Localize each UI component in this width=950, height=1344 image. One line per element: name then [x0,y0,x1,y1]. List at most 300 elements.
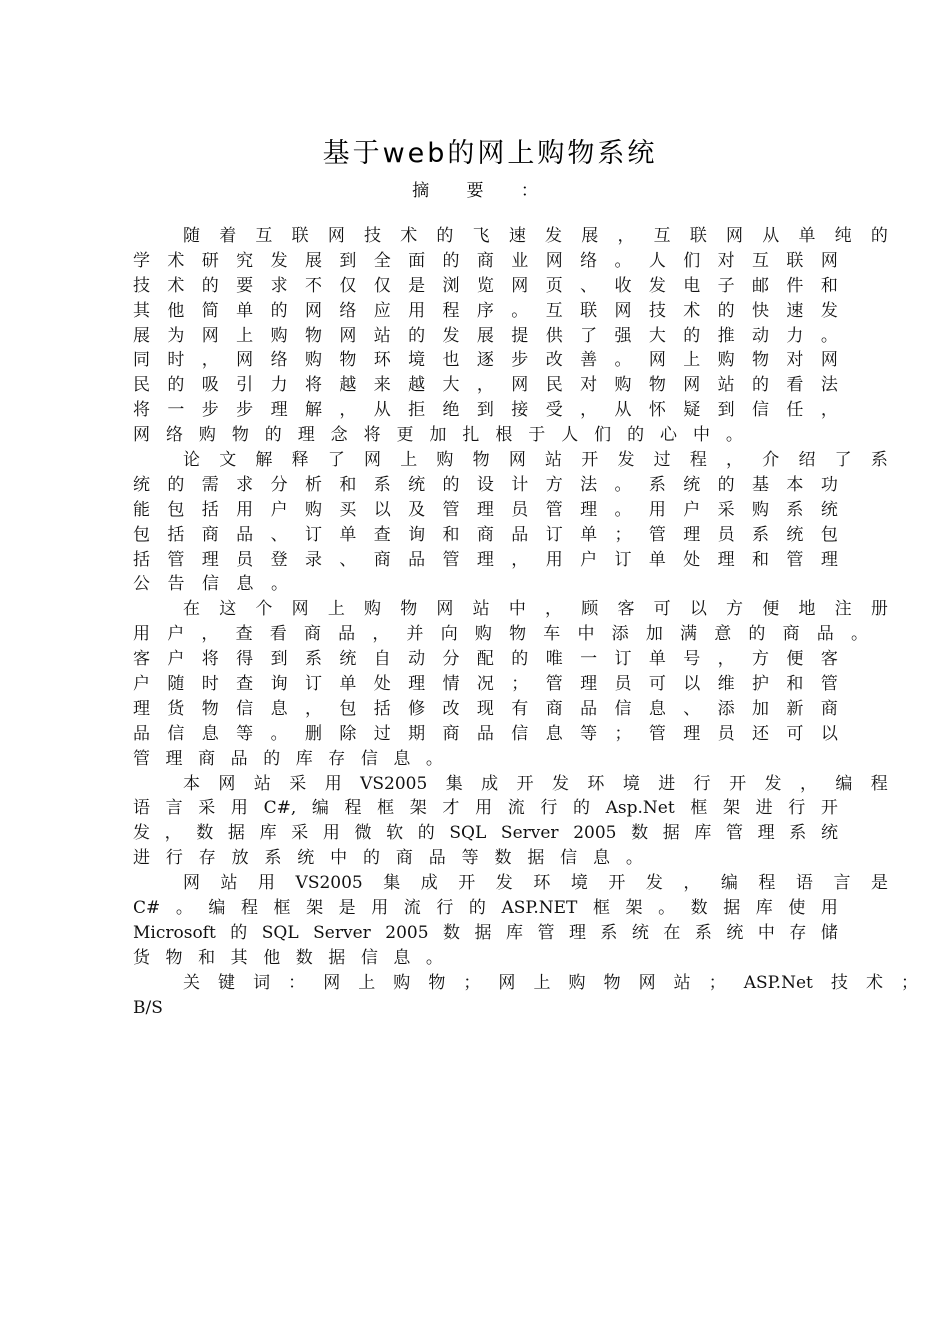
text-token: 时 [201,674,219,695]
text-token: 是 [408,275,426,296]
text-token: 息 [270,698,288,719]
text-token: 物 [603,972,621,993]
text-token: 对 [580,375,598,396]
text-token: 括 [133,549,150,570]
text-token: 推 [717,325,735,346]
text-token: 本 [183,773,200,794]
text-token: 使 [788,898,806,919]
text-token: 网 [638,972,656,993]
text-token: 成 [481,773,499,794]
text-token: 、 [580,275,598,296]
text-token: 订 [614,649,632,670]
text-token: 询 [270,674,288,695]
text-token: 。 [614,499,632,520]
text-token: 中 [692,425,710,446]
text-token: 购 [304,499,322,520]
text-token: 顾 [581,599,599,620]
text-token: 其 [230,947,248,968]
text-token: 。 [425,748,443,769]
text-token: 单 [236,300,254,321]
text-token: 词 [253,972,271,993]
text-token: 满 [680,624,697,645]
text-token: 统 [631,922,649,943]
text-token: 人 [561,425,579,446]
text-token: 术 [167,275,185,296]
text-token: 接 [511,400,529,421]
text-token: 微 [354,823,372,844]
text-token: 来 [373,375,391,396]
text-token: 过 [653,450,671,471]
text-token: 货 [133,947,150,968]
text-token: 了 [580,325,598,346]
text-token: ； [463,972,481,993]
text-token: 解 [255,450,273,471]
text-token: 管 [726,823,744,844]
text-token: Microsoft [133,922,216,943]
text-token: 情 [442,674,460,695]
text-token: 程 [344,798,362,819]
text-token: 仅 [373,275,391,296]
text-token: 采 [198,798,216,819]
text-token: 发 [617,450,635,471]
text-token: 。 [271,574,288,595]
text-token: 发 [764,773,782,794]
text-token: 一 [580,649,598,670]
text-token: 户 [683,499,701,520]
text-line [133,871,888,896]
text-token: 任 [786,400,804,421]
text-token: 商 [303,624,321,645]
text-token: 其 [133,300,150,321]
text-token: 和 [752,549,770,570]
text-token: 据 [474,922,492,943]
text-token: 力 [786,325,804,346]
text-token: 联 [291,226,309,246]
text-token: 个 [255,599,273,620]
text-token: 步 [201,400,219,421]
text-token: 的 [263,748,281,769]
text-token: 期 [408,723,426,744]
text-token: 学 [133,250,150,271]
text-token: 强 [614,325,632,346]
text-token: 新 [786,698,804,719]
text-token: 和 [198,947,216,968]
text-token: 统 [726,922,744,943]
text-token: 民 [133,375,150,396]
text-token: 网 [726,226,744,246]
text-token: 网 [614,300,632,321]
text-token: ， [617,226,635,246]
text-token: 商 [476,524,494,545]
text-token: 商 [820,698,838,719]
text-token: 有 [511,698,529,719]
text-token: 越 [408,375,426,396]
text-token: 他 [167,300,185,321]
text-token: 系 [600,922,618,943]
text-token: 一 [167,400,185,421]
text-token: 采 [289,773,307,794]
text-token: 的 [167,375,185,396]
text-token: 货 [167,698,185,719]
text-token: 商 [545,698,563,719]
text-token: 了 [327,450,345,471]
text-token: 购 [752,499,770,520]
text-token: 站 [717,375,735,396]
text-token: 员 [511,499,529,520]
text-token: 流 [403,898,421,919]
text-token: 品 [428,848,446,869]
text-token: 单 [580,524,598,545]
text-token: 中 [508,599,526,620]
text-token: 的 [717,300,735,321]
text-token: 念 [330,425,348,446]
text-token: 的 [201,275,219,296]
text-token: 发 [551,773,569,794]
text-token: 购 [304,350,322,371]
text-token: 商 [782,624,800,645]
text-token: 物 [648,375,666,396]
text-token: 技 [648,300,666,321]
text-token: 站 [472,599,490,620]
text-token: 品 [236,524,254,545]
text-token: 开 [729,773,747,794]
text-token: 存 [789,922,807,943]
text-token: 发 [645,873,663,894]
text-token: 框 [377,798,395,819]
text-token: 术 [167,250,185,271]
text-token: 纯 [834,226,852,246]
text-token: 系 [648,474,666,495]
text-token: 户 [580,549,598,570]
text-token: 商 [395,848,413,869]
text-token: 开 [820,798,838,819]
text-token: 信 [560,848,578,869]
text-line [133,473,838,498]
text-token: 本 [786,474,804,495]
text-token: 以 [373,499,391,520]
text-token: 步 [511,350,529,371]
text-token: 联 [786,250,804,271]
text-token: 行 [436,898,454,919]
text-token: 便 [762,599,780,620]
text-token: 单 [648,649,666,670]
text-token: 、 [339,549,357,570]
text-token: 的 [683,325,701,346]
text-token: 物 [400,599,418,620]
text-token: 括 [373,698,391,719]
text-token: 是 [338,898,356,919]
text-token: ， [164,823,182,844]
text-line [133,672,838,697]
text-token: 修 [408,698,426,719]
text-token: 地 [798,599,816,620]
text-token: 库 [505,922,523,943]
text-token: ； [900,972,918,993]
text-token: 库 [694,823,712,844]
text-token: 浏 [442,275,460,296]
text-token: 等 [580,723,598,744]
text-token: 理 [683,723,701,744]
text-token: 互 [255,226,273,246]
text-line [133,946,443,971]
text-token: 信 [167,723,185,744]
text-token: 架 [409,798,427,819]
text-token: 购 [198,425,216,446]
text-token: 管 [648,524,666,545]
text-token: 要 [236,275,254,296]
text-token: 购 [568,972,586,993]
text-token: 订 [304,674,322,695]
abstract-heading: 摘 要 ： [412,181,554,201]
text-token: 、 [683,698,701,719]
text-token: 、 [270,524,288,545]
text-token: 2005 [385,922,429,943]
text-line [133,423,743,448]
text-token: 行 [540,798,558,819]
text-token: 物 [752,350,770,371]
text-token: 用 [230,798,248,819]
text-token: 管 [648,723,666,744]
text-token: 不 [304,275,322,296]
text-token: 系 [789,823,807,844]
text-token: 处 [373,674,391,695]
text-token: 介 [762,450,780,471]
text-token: 的 [748,624,766,645]
text-token: ， [304,698,322,719]
text-token: 理 [757,823,775,844]
text-token: 理 [201,549,219,570]
text-token: 编 [311,798,329,819]
text-token: 册 [870,599,888,620]
text-token: 用 [475,798,493,819]
text-token: 论 [183,450,200,471]
text-line [133,398,838,423]
text-token: 站 [253,773,271,794]
text-token: 绝 [442,400,460,421]
text-token: 。 [511,300,529,321]
text-token: 境 [408,350,426,371]
text-token: 电 [683,275,701,296]
text-token: 订 [545,524,563,545]
text-token: ， [339,400,357,421]
text-token: 的 [442,474,460,495]
text-token: 统 [820,823,838,844]
text-token: 信 [202,574,219,595]
text-token: 理 [580,674,598,695]
text-token: 客 [133,649,150,670]
text-token: 开 [458,873,476,894]
text-token: 网 [511,275,529,296]
text-token: 们 [594,425,612,446]
text-token: 理 [165,748,183,769]
text-token: 的 [468,898,486,919]
text-token: 和 [442,524,460,545]
text-token: ， [372,624,390,645]
text-token: 为 [167,325,185,346]
text-token: 术 [683,300,701,321]
text-token: 信 [614,698,632,719]
text-token: 了 [834,450,852,471]
text-token: 进 [133,848,150,869]
text-token: 品 [133,723,150,744]
text-token: ASP.NET [501,898,578,919]
text-token: 购 [270,325,288,346]
text-token: 户 [270,499,288,520]
text-token: 据 [723,898,741,919]
text-token: ， [799,773,817,794]
text-token: 管 [167,549,185,570]
text-token: 唯 [545,649,563,670]
text-token: 加 [645,624,663,645]
text-token: 户 [167,624,185,645]
text-token: 发 [133,823,150,844]
text-token: 改 [442,698,460,719]
text-token: 注 [834,599,852,620]
text-token: 现 [476,698,494,719]
text-line [133,821,838,846]
text-token: 程 [870,773,888,794]
text-token: 善 [580,350,598,371]
text-token: 进 [755,798,773,819]
text-token: 储 [820,922,838,943]
text-token: 析 [304,474,322,495]
text-token: 商 [198,748,216,769]
text-token: 关 [183,972,200,993]
text-token: 过 [373,723,391,744]
text-line [133,722,838,747]
text-token: 络 [270,350,288,371]
text-token: 的 [752,375,770,396]
text-token: 自 [373,649,391,670]
text-token: 可 [786,723,804,744]
text-token: 向 [440,624,458,645]
text-token: C# [133,898,161,919]
text-line [133,548,838,573]
text-token: 速 [508,226,526,246]
text-token: 以 [683,674,701,695]
text-token: 语 [795,873,813,894]
text-token: 意 [714,624,732,645]
text-token: 据 [527,848,545,869]
text-token: 展 [133,325,150,346]
text-token: 成 [420,873,438,894]
text-token: 息 [593,848,611,869]
text-token: 括 [201,499,219,520]
text-token: 于 [528,425,546,446]
text-token: 的 [442,250,460,271]
text-token: Server [313,922,371,943]
text-token: 展 [304,250,322,271]
text-token: 理 [568,922,586,943]
text-token: 动 [408,649,426,670]
text-token: 发 [820,300,838,321]
text-token: 对 [786,350,804,371]
text-token: 户 [133,674,150,695]
text-token: 力 [270,375,288,396]
text-token: 同 [133,350,150,371]
text-token: 。 [725,425,743,446]
text-token: 系 [786,499,804,520]
text-token: 语 [133,798,150,819]
text-token: 购 [364,599,382,620]
text-token: 物 [428,972,446,993]
text-token: B/S [133,997,163,1018]
text-token: 引 [236,375,254,396]
text-token: 员 [717,524,735,545]
text-token: 中 [757,922,775,943]
abstract-body [133,224,918,1021]
text-token: 理 [133,698,150,719]
text-line [133,597,888,622]
text-token: 设 [476,474,494,495]
text-token: 网 [545,250,563,271]
text-token: 网 [436,599,454,620]
text-token: 理 [408,674,426,695]
text-token: 的 [870,226,888,246]
text-token: 收 [614,275,632,296]
text-token: 。 [658,898,676,919]
text-token: 用 [371,898,389,919]
text-token: 库 [259,823,277,844]
text-token: SQL [261,922,299,943]
text-token: 方 [545,474,563,495]
text-line [133,572,288,597]
text-line [133,796,838,821]
text-token: 网 [218,773,236,794]
text-token: 购 [614,375,632,396]
text-token: 程 [240,898,258,919]
text-token: 理 [297,425,315,446]
text-token: 物 [472,450,490,471]
text-token: 从 [373,400,391,421]
keywords-line [133,996,893,1021]
text-token: VS2005 [360,773,428,794]
text-token: 物 [339,350,357,371]
text-token: 在 [183,599,200,620]
text-token: 从 [614,400,632,421]
text-token: ， [201,350,219,371]
text-token: 用 [820,898,838,919]
text-token: ： [288,972,306,993]
text-token: 品 [408,549,426,570]
text-token: 删 [304,723,322,744]
text-token: 员 [614,674,632,695]
text-token: 开 [581,450,599,471]
text-token: ； [511,674,529,695]
text-token: 物 [304,325,322,346]
text-token: 车 [543,624,561,645]
text-token: 用 [258,873,276,894]
text-token: 流 [507,798,525,819]
text-token: 用 [648,499,666,520]
text-token: 查 [235,624,253,645]
text-line [133,498,838,523]
text-token: 况 [476,674,494,695]
text-token: 库 [755,898,773,919]
text-token: 们 [683,250,701,271]
text-token: 户 [167,649,185,670]
text-token: 录 [304,549,322,570]
text-token: 网 [820,250,838,271]
text-token: 。 [820,325,838,346]
text-token: 逐 [476,350,494,371]
text-token: ， [476,375,494,396]
text-token: 统 [820,499,838,520]
text-token: 包 [820,524,838,545]
text-token: 及 [408,499,426,520]
text-token: 管 [133,748,150,769]
text-token: 到 [717,400,735,421]
